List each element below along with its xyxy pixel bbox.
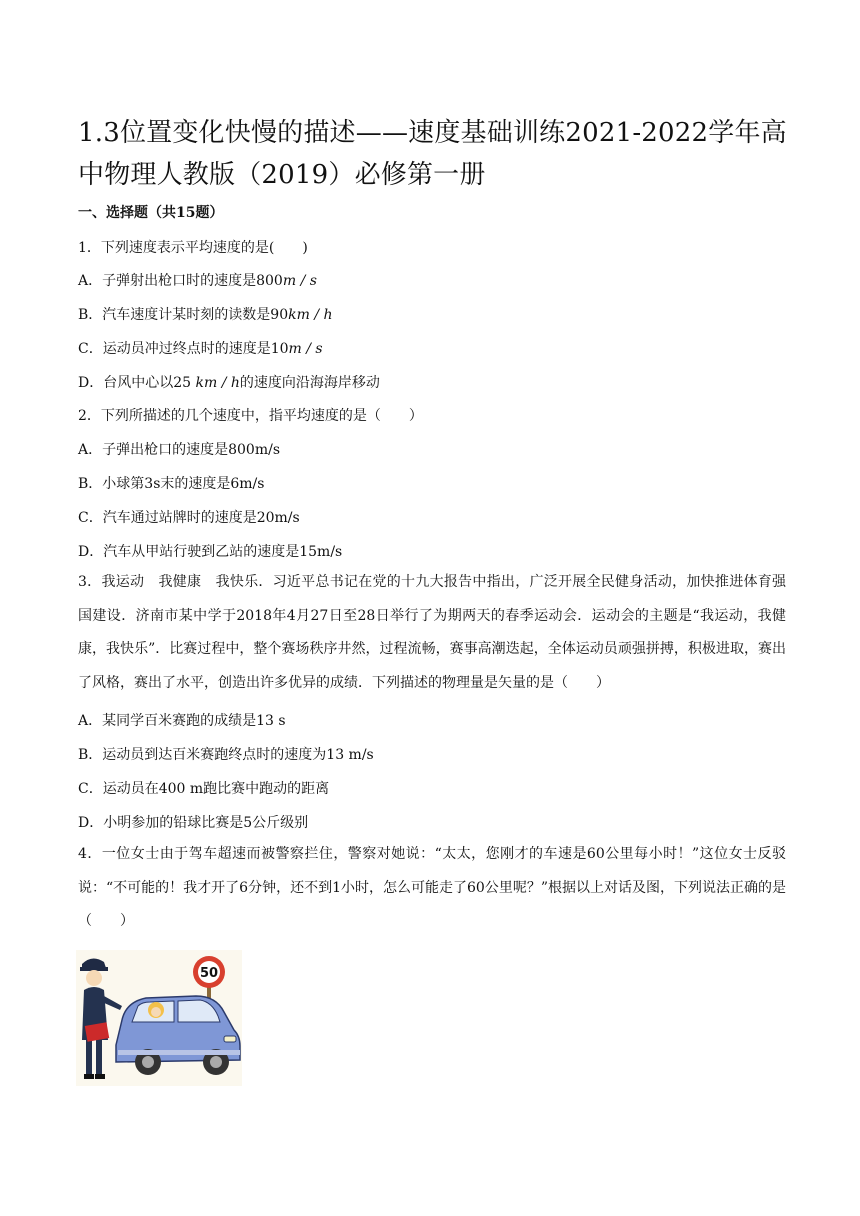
- q1-option-d: [78, 372, 380, 392]
- q1-option-a-unit: m / s: [282, 273, 317, 289]
- q1-option-b-text: B．汽车速度计某时刻的读数是90: [78, 307, 289, 323]
- q4-stem: 4．一位女士由于驾车超速而被警察拦住，警察对她说：“太太，您刚才的车速是60公里每小时！”这位女士反驳说：“不可能的！我才开了6分钟，还不到1小时，怎么可能走了60公里呢？”根据以上对话及图，下列说法正确的是（ ）: [78, 846, 786, 930]
- q3-option-c: C．运动员在400 m跑比赛中跑动的距离: [78, 781, 330, 797]
- q1-option-d-suffix: 的速度向沿海海岸移动: [239, 375, 380, 391]
- q1-option-c: [78, 338, 323, 358]
- q2-option-a: A．子弹出枪口的速度是800m/s: [78, 442, 281, 458]
- q2-option-d: D．汽车从甲站行驶到乙站的速度是15m/s: [78, 544, 343, 560]
- q2-option-c: C．汽车通过站牌时的速度是20m/s: [78, 510, 300, 526]
- document-title: 1.3位置变化快慢的描述——速度基础训练2021-2022学年高中物理人教版（2019）必修第一册: [78, 118, 787, 190]
- q1-option-a: [78, 270, 317, 290]
- q1-option-d-text: D．台风中心以25: [78, 375, 196, 391]
- q3-option-b: B．运动员到达百米赛跑终点时的速度为13 m/s: [78, 747, 374, 763]
- q3-stem: 3．我运动 我健康 我快乐．习近平总书记在党的十九大报告中指出，广泛开展全民健身活动，加快推进体育强国建设．济南市某中学于2018年4月27日至28日举行了为期两天的春季运动会．运动会的主题是“我运动，我健康，我快乐”．比赛过程中，整个赛场秩序井然，过程流畅，赛事高潮迭起，全体运动员顽强拼搏，积极进取，赛出了风格，赛出了水平，创造出许多优异的成绩．下列描述的物理量是矢量的是（ ）: [78, 574, 786, 691]
- q1-option-d-unit: km / h: [195, 375, 240, 391]
- q3-option-a: A．某同学百米赛跑的成绩是13 s: [78, 713, 286, 729]
- police-car-illustration: [76, 950, 242, 1086]
- q1-option-b-unit: km / h: [288, 307, 333, 323]
- q1-stem: 1．下列速度表示平均速度的是( ): [78, 240, 308, 256]
- q1-option-c-text: C．运动员冲过终点时的速度是10: [78, 341, 289, 357]
- q2-stem: 2．下列所描述的几个速度中，指平均速度的是（ ）: [78, 408, 423, 424]
- speed-sign-text: 50: [199, 966, 219, 981]
- q1-option-b: [78, 304, 333, 324]
- q3-option-d: D．小明参加的铅球比赛是5公斤级别: [78, 815, 309, 831]
- section-heading: 一、选择题（共15题）: [78, 205, 224, 221]
- q1-option-a-text: A．子弹射出枪口时的速度是800: [78, 273, 283, 289]
- q2-option-b: B．小球第3s末的速度是6m/s: [78, 476, 265, 492]
- q1-option-c-unit: m / s: [288, 341, 323, 357]
